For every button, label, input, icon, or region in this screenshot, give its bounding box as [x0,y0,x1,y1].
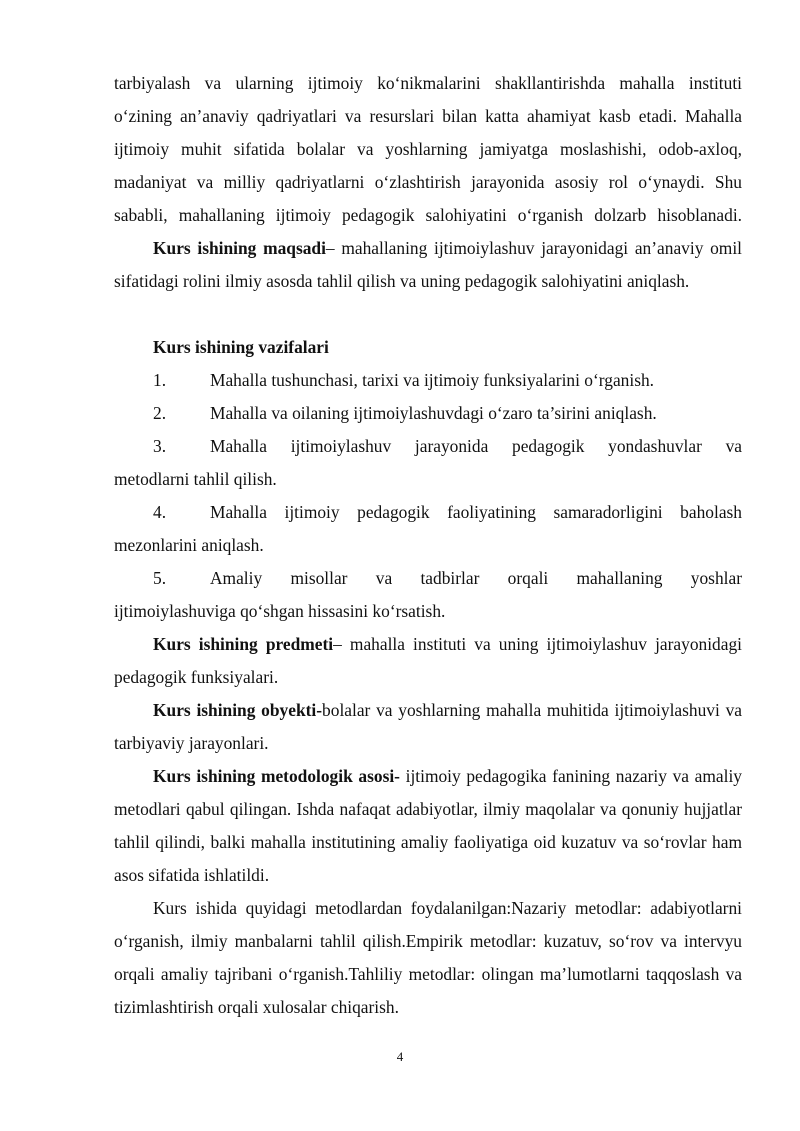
task-number: 5. [153,568,167,588]
purpose-label: Kurs ishining maqsadi [153,238,326,258]
task-item-3 [153,430,742,463]
intro-line-5: sababli, mahallaning ijtimoiy pedagogik salohiyatini o‘rganish dolzarb hisoblanadi. [114,205,742,225]
task-text: Amaliy misollar va tadbirlar orqali mahallaning yoshlar [210,568,742,588]
page-number: 4 [396,1049,404,1064]
subject-paragraph [114,628,742,694]
task-item-1 [153,364,742,397]
task-item-4 [153,496,742,529]
task-item-3-continuation: metodlarni tahlil qilish. [114,469,277,489]
task-number: 2. [153,403,167,423]
methodology-text: ijtimoiy pedagogika fanining nazariy va amaliy metodlari qabul qilingan. Ishda nafaqat adabiyotlar, ilmiy maqolalar va qonuniy hujjatlar tahlil qilindi, balki mahalla institutining amaliy faoliyatiga oid kuzatuv va so‘rovlar ham asos sifatida ishlatildi. [114,766,742,885]
task-item-4-continuation: mezonlarini aniqlash. [114,535,264,555]
purpose-text: – mahallaning ijtimoiylashuv jarayonidagi an’anaviy omil sifatidagi rolini ilmiy asosda tahlil qilish va uning pedagogik salohiyatini aniqlash. [114,238,742,291]
task-item-2 [153,397,742,430]
subject-label: Kurs ishining predmeti [153,634,334,654]
object-text: bolalar va yoshlarning mahalla muhitida ijtimoiylashuvi va tarbiyaviy jarayonlari. [114,700,742,753]
methods-paragraph: Kurs ishida quyidagi metodlardan foydalanilgan:Nazariy metodlar: adabiyotlarni o‘rganish, ilmiy manbalarni tahlil qilish.Empirik metodlar: kuzatuv, so‘rov va intervyu orqali amaliy tajribani o‘rganish.Tahliliy metodlar: olingan ma’lumotlarni taqqoslash va tizimlashtirish orqali xulosalar chiqarish. [114,898,742,1017]
intro-line-2: o‘zining an’anaviy qadriyatlari va resurslari bilan katta ahamiyat kasb etadi. Mahalla [114,106,742,126]
task-text: Mahalla ijtimoiylashuv jarayonida pedagogik yondashuvlar va [210,436,742,456]
task-number: 1. [153,370,167,390]
task-text: Mahalla tushunchasi, tarixi va ijtimoiy funksiyalarini o‘rganish. [210,370,655,390]
task-item-5 [153,562,742,595]
task-number: 3. [153,436,167,456]
methodology-label: Kurs ishining metodologik asosi- [153,766,400,786]
object-label: Kurs ishining obyekti- [153,700,323,720]
task-item-5-continuation: ijtimoiylashuviga qo‘shgan hissasini ko‘rsatish. [114,601,446,621]
task-text: Mahalla va oilaning ijtimoiylashuvdagi o‘zaro ta’sirini aniqlash. [210,403,657,423]
tasks-heading [114,331,742,364]
object-paragraph [114,694,742,760]
intro-line-4: madaniyat va milliy qadriyatlarni o‘zlashtirish jarayonida asosiy rol o‘ynaydi. Shu [114,172,742,192]
task-text: Mahalla ijtimoiy pedagogik faoliyatining samaradorligini baholash [210,502,742,522]
purpose-paragraph [114,232,742,298]
methodology-paragraph [114,760,742,892]
task-number: 4. [153,502,167,522]
intro-line-1: tarbiyalash va ularning ijtimoiy ko‘nikmalarini shakllantirishda mahalla instituti [114,73,742,93]
intro-line-3: ijtimoiy muhit sifatida bolalar va yoshlarning jamiyatga moslashishi, odob-axloq, [114,139,742,159]
tasks-heading-text: Kurs ishining vazifalari [153,337,329,357]
subject-text: – mahalla instituti va uning ijtimoiylashuv jarayonidagi pedagogik funksiyalari. [114,634,742,687]
